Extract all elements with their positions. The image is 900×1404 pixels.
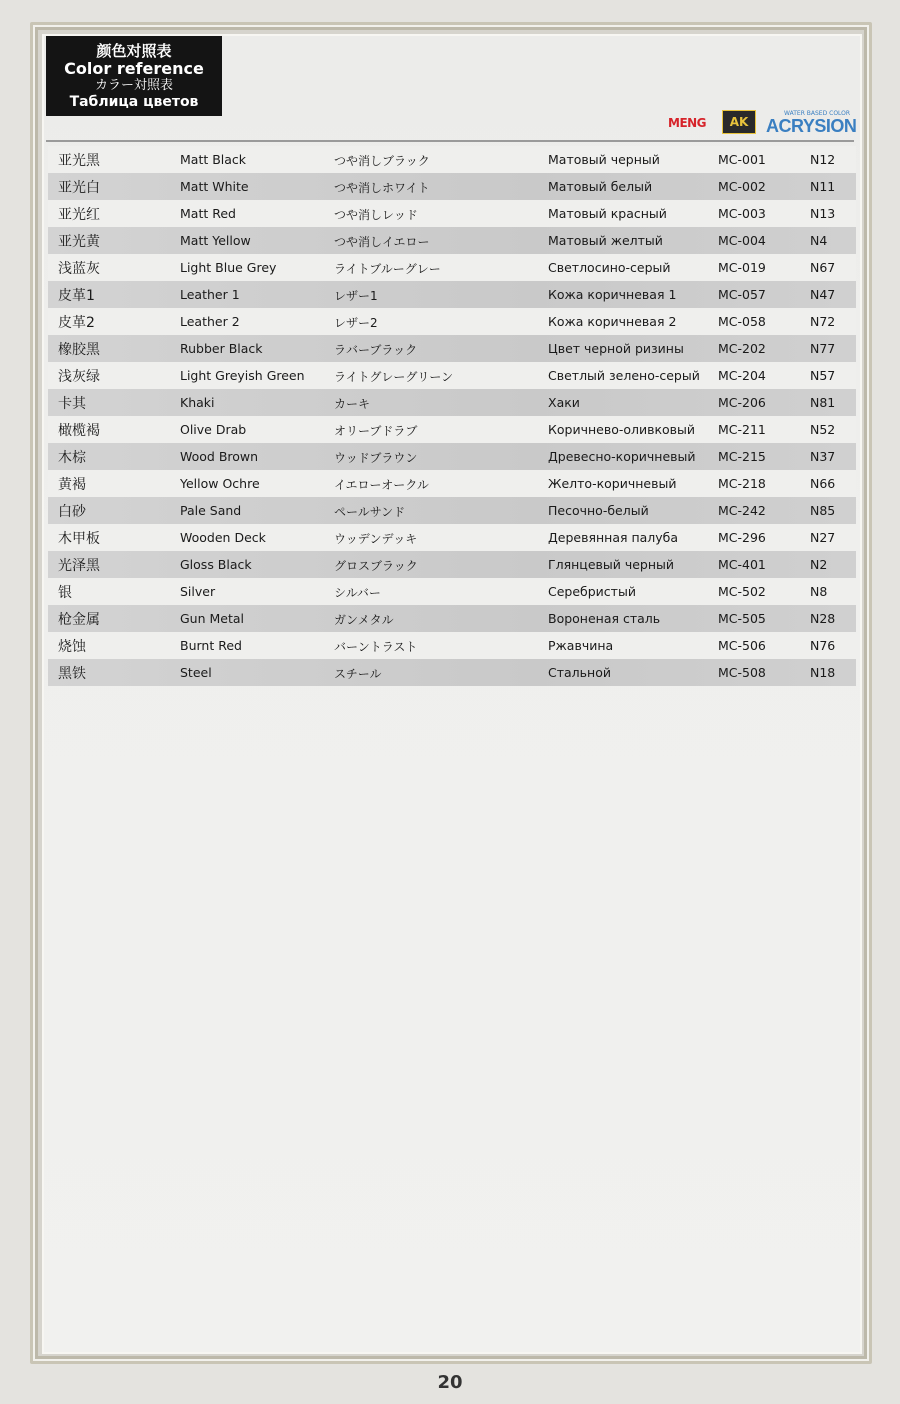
color-name-japanese: ガンメタル bbox=[334, 613, 394, 627]
color-name-english: Khaki bbox=[180, 395, 215, 410]
color-name-english: Matt Yellow bbox=[180, 233, 251, 248]
title-russian: Таблица цветов bbox=[69, 93, 199, 110]
color-name-japanese: スチール bbox=[334, 667, 382, 681]
color-name-japanese: ウッデンデッキ bbox=[334, 532, 418, 546]
color-name-chinese: 烧蚀 bbox=[58, 639, 86, 655]
color-name-english: Burnt Red bbox=[180, 638, 242, 653]
title-japanese: カラー対照表 bbox=[94, 77, 173, 93]
color-name-russian: Матовый белый bbox=[548, 179, 653, 194]
meng-code: MC-001 bbox=[718, 152, 766, 167]
color-name-english: Light Greyish Green bbox=[180, 368, 305, 383]
color-name-chinese: 亚光红 bbox=[58, 207, 100, 223]
color-name-chinese: 亚光黑 bbox=[58, 153, 100, 169]
table-row bbox=[48, 200, 856, 227]
color-name-english: Matt Red bbox=[180, 206, 236, 221]
meng-code: MC-506 bbox=[718, 638, 766, 653]
meng-code: MC-242 bbox=[718, 503, 766, 518]
color-name-russian: Вороненая сталь bbox=[548, 611, 661, 626]
color-name-english: Silver bbox=[180, 584, 216, 599]
color-name-japanese: レザー1 bbox=[334, 289, 378, 303]
color-name-japanese: ウッドブラウン bbox=[334, 451, 418, 465]
table-row bbox=[48, 605, 856, 632]
color-name-russian: Глянцевый черный bbox=[548, 557, 675, 572]
ak-logo: AK bbox=[722, 110, 756, 134]
color-name-english: Wooden Deck bbox=[180, 530, 266, 545]
color-name-chinese: 黑铁 bbox=[58, 666, 86, 682]
color-name-chinese: 枪金属 bbox=[58, 612, 100, 628]
meng-code: MC-505 bbox=[718, 611, 766, 626]
color-name-english: Rubber Black bbox=[180, 341, 263, 356]
color-name-english: Leather 2 bbox=[180, 314, 240, 329]
meng-code: MC-215 bbox=[718, 449, 766, 464]
acrysion-code: N85 bbox=[810, 503, 836, 518]
color-name-chinese: 浅蓝灰 bbox=[58, 261, 100, 277]
table-row bbox=[48, 281, 856, 308]
color-name-chinese: 黄褐 bbox=[58, 477, 86, 493]
color-name-english: Matt Black bbox=[180, 152, 247, 167]
color-name-japanese: レザー2 bbox=[334, 316, 378, 330]
table-row bbox=[48, 146, 856, 173]
color-name-english: Steel bbox=[180, 665, 212, 680]
acrysion-tagline: WATER BASED COLOR bbox=[784, 110, 851, 117]
meng-code: MC-401 bbox=[718, 557, 766, 572]
color-name-russian: Желто-коричневый bbox=[548, 476, 677, 491]
color-name-chinese: 浅灰绿 bbox=[58, 369, 100, 385]
color-name-japanese: オリーブドラブ bbox=[334, 424, 418, 438]
table-row bbox=[48, 578, 856, 605]
acrysion-code: N72 bbox=[810, 314, 836, 329]
color-name-chinese: 木棕 bbox=[58, 450, 86, 466]
color-name-chinese: 银 bbox=[58, 585, 72, 601]
table-row bbox=[48, 443, 856, 470]
color-name-russian: Серебристый bbox=[548, 584, 636, 599]
color-name-japanese: つや消しブラック bbox=[334, 154, 430, 168]
table-row bbox=[48, 470, 856, 497]
color-name-japanese: つや消しイエロー bbox=[334, 235, 430, 249]
meng-logo: MENG bbox=[668, 116, 707, 130]
color-name-japanese: ペールサンド bbox=[334, 505, 406, 519]
meng-code: MC-218 bbox=[718, 476, 766, 491]
color-name-japanese: ライトブルーグレー bbox=[334, 262, 441, 276]
table-row bbox=[48, 551, 856, 578]
table-row bbox=[48, 173, 856, 200]
color-name-russian: Матовый черный bbox=[548, 152, 660, 167]
color-name-japanese: つや消しホワイト bbox=[334, 181, 430, 195]
color-name-japanese: イエローオークル bbox=[334, 478, 429, 492]
acrysion-code: N8 bbox=[810, 584, 828, 599]
meng-code: MC-296 bbox=[718, 530, 766, 545]
meng-code: MC-211 bbox=[718, 422, 766, 437]
color-name-english: Leather 1 bbox=[180, 287, 240, 302]
acrysion-name: ACRYSION bbox=[766, 116, 857, 136]
meng-code: MC-002 bbox=[718, 179, 766, 194]
color-name-chinese: 橡胶黑 bbox=[58, 342, 100, 358]
meng-code: MC-204 bbox=[718, 368, 766, 383]
table-row bbox=[48, 416, 856, 443]
acrysion-code: N27 bbox=[810, 530, 836, 545]
header-divider bbox=[46, 140, 854, 142]
color-name-japanese: つや消しレッド bbox=[334, 208, 418, 222]
table-row bbox=[48, 227, 856, 254]
acrysion-code: N28 bbox=[810, 611, 836, 626]
meng-code: MC-502 bbox=[718, 584, 766, 599]
table-row bbox=[48, 497, 856, 524]
color-name-japanese: グロスブラック bbox=[334, 559, 418, 573]
color-name-russian: Древесно-коричневый bbox=[548, 449, 696, 464]
color-name-chinese: 卡其 bbox=[58, 396, 86, 412]
acrysion-code: N47 bbox=[810, 287, 836, 302]
color-name-chinese: 亚光白 bbox=[58, 180, 100, 196]
title-english: Color reference bbox=[64, 58, 204, 78]
title-chinese: 颜色对照表 bbox=[96, 41, 172, 60]
acrysion-code: N4 bbox=[810, 233, 828, 248]
table-row bbox=[48, 524, 856, 551]
color-name-russian: Цвет черной ризины bbox=[548, 341, 684, 356]
color-name-english: Wood Brown bbox=[180, 449, 259, 464]
table-row bbox=[48, 362, 856, 389]
color-name-japanese: カーキ bbox=[334, 397, 371, 411]
color-reference-table bbox=[48, 146, 856, 686]
meng-code: MC-004 bbox=[718, 233, 766, 248]
color-name-russian: Кожа коричневая 2 bbox=[548, 314, 677, 329]
color-name-english: Olive Drab bbox=[180, 422, 247, 437]
color-name-russian: Матовый желтый bbox=[548, 233, 663, 248]
color-name-japanese: バーントラスト bbox=[334, 640, 418, 654]
color-name-russian: Матовый красный bbox=[548, 206, 667, 221]
acrysion-code: N18 bbox=[810, 665, 836, 680]
color-name-russian: Кожа коричневая 1 bbox=[548, 287, 677, 302]
meng-code: MC-202 bbox=[718, 341, 766, 356]
color-name-japanese: シルバー bbox=[334, 586, 381, 600]
meng-code: MC-057 bbox=[718, 287, 766, 302]
acrysion-code: N66 bbox=[810, 476, 836, 491]
color-name-english: Gloss Black bbox=[180, 557, 252, 572]
color-name-chinese: 木甲板 bbox=[58, 531, 100, 547]
color-name-chinese: 皮革1 bbox=[58, 288, 95, 304]
acrysion-code: N12 bbox=[810, 152, 836, 167]
title-box bbox=[46, 36, 222, 116]
table-row bbox=[48, 335, 856, 362]
meng-code: MC-003 bbox=[718, 206, 766, 221]
acrysion-code: N37 bbox=[810, 449, 836, 464]
acrysion-logo bbox=[766, 110, 856, 135]
color-name-chinese: 亚光黄 bbox=[58, 234, 100, 250]
table-row bbox=[48, 632, 856, 659]
color-name-chinese: 皮革2 bbox=[58, 315, 95, 331]
acrysion-code: N67 bbox=[810, 260, 836, 275]
table-row bbox=[48, 659, 856, 686]
color-name-russian: Стальной bbox=[548, 665, 611, 680]
color-name-japanese: ライトグレーグリーン bbox=[334, 370, 454, 384]
color-name-english: Yellow Ochre bbox=[180, 476, 260, 491]
table-row bbox=[48, 308, 856, 335]
acrysion-code: N76 bbox=[810, 638, 836, 653]
meng-code: MC-058 bbox=[718, 314, 766, 329]
acrysion-code: N77 bbox=[810, 341, 836, 356]
acrysion-code: N52 bbox=[810, 422, 836, 437]
color-name-english: Matt White bbox=[180, 179, 249, 194]
color-name-chinese: 光泽黑 bbox=[58, 558, 100, 574]
color-name-russian: Хаки bbox=[548, 395, 580, 410]
acrysion-code: N2 bbox=[810, 557, 828, 572]
color-name-english: Pale Sand bbox=[180, 503, 242, 518]
acrysion-code: N57 bbox=[810, 368, 836, 383]
acrysion-code: N81 bbox=[810, 395, 836, 410]
meng-code: MC-206 bbox=[718, 395, 766, 410]
color-name-russian: Ржавчина bbox=[548, 638, 614, 653]
color-name-russian: Коричнево-оливковый bbox=[548, 422, 696, 437]
color-name-english: Gun Metal bbox=[180, 611, 245, 626]
color-name-japanese: ラバーブラック bbox=[334, 343, 418, 357]
color-name-english: Light Blue Grey bbox=[180, 260, 277, 275]
color-name-russian: Светлосино-серый bbox=[548, 260, 671, 275]
color-name-chinese: 白砂 bbox=[58, 504, 86, 520]
meng-code: MC-508 bbox=[718, 665, 766, 680]
color-name-chinese: 橄榄褐 bbox=[58, 423, 100, 439]
color-name-russian: Песочно-белый bbox=[548, 503, 649, 518]
acrysion-code: N13 bbox=[810, 206, 836, 221]
page-number: 20 bbox=[437, 1372, 463, 1393]
acrysion-code: N11 bbox=[810, 179, 836, 194]
table-row bbox=[48, 389, 856, 416]
meng-code: MC-019 bbox=[718, 260, 766, 275]
table-row bbox=[48, 254, 856, 281]
color-name-russian: Деревянная палуба bbox=[548, 530, 679, 545]
color-name-russian: Светлый зелено-серый bbox=[548, 368, 700, 383]
